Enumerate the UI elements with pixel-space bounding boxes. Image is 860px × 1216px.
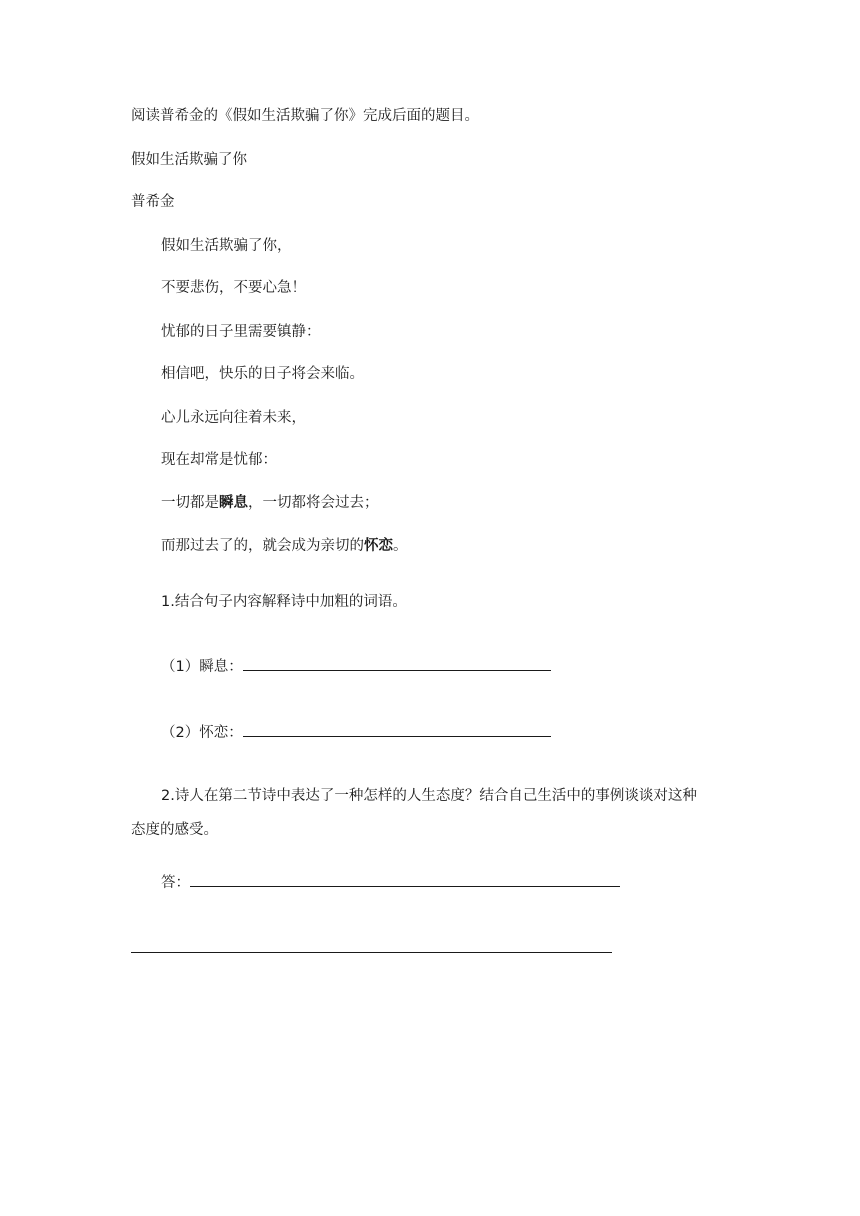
poem-line-8-after: 。 [393, 538, 408, 554]
poem-line-5: 心儿永远向往着未来， [161, 410, 306, 426]
answer-blank-q2-line-2[interactable] [131, 952, 612, 953]
answer-blank-huailian[interactable] [243, 722, 551, 737]
poem-line-2: 不要悲伤，不要心急！ [161, 280, 306, 296]
poem-line-6: 现在却常是忧郁： [161, 452, 277, 468]
poem-line-1: 假如生活欺骗了你， [161, 238, 292, 254]
question-1-item-1-label: （1）瞬息： [161, 659, 243, 675]
poem-line-7-before: 一切都是 [161, 495, 219, 511]
question-1-item-2-label: （2）怀恋： [161, 725, 243, 741]
poem-line-4: 相信吧，快乐的日子将会来临。 [161, 366, 364, 382]
poem-title: 假如生活欺骗了你 [131, 152, 247, 168]
question-2-prompt-line-1: 2.诗人在第二节诗中表达了一种怎样的人生态度？结合自己生活中的事例谈谈对这种 [161, 788, 697, 804]
question-1-item-1 [161, 656, 551, 677]
poem-line-8-before: 而那过去了的，就会成为亲切的 [161, 538, 364, 554]
poem-author: 普希金 [131, 194, 175, 210]
answer-blank-shunxi[interactable] [243, 656, 551, 671]
question-2-answer-label: 答： [161, 875, 190, 891]
bold-word-huailian: 怀恋 [364, 538, 393, 554]
question-2-prompt-line-2: 态度的感受。 [131, 822, 218, 838]
poem-line-7 [161, 493, 379, 513]
question-1-item-2 [161, 722, 551, 743]
answer-blank-q2-line-1[interactable] [190, 872, 620, 887]
bold-word-shunxi: 瞬息 [219, 495, 248, 511]
question-2-answer [161, 872, 620, 893]
question-1-prompt: 1.结合句子内容解释诗中加粗的词语。 [161, 594, 407, 610]
poem-line-3: 忧郁的日子里需要镇静： [161, 324, 321, 340]
poem-line-8 [161, 536, 408, 556]
poem-line-7-after: ，一切都将会过去； [248, 495, 379, 511]
intro-text: 阅读普希金的《假如生活欺骗了你》完成后面的题目。 [131, 108, 479, 124]
